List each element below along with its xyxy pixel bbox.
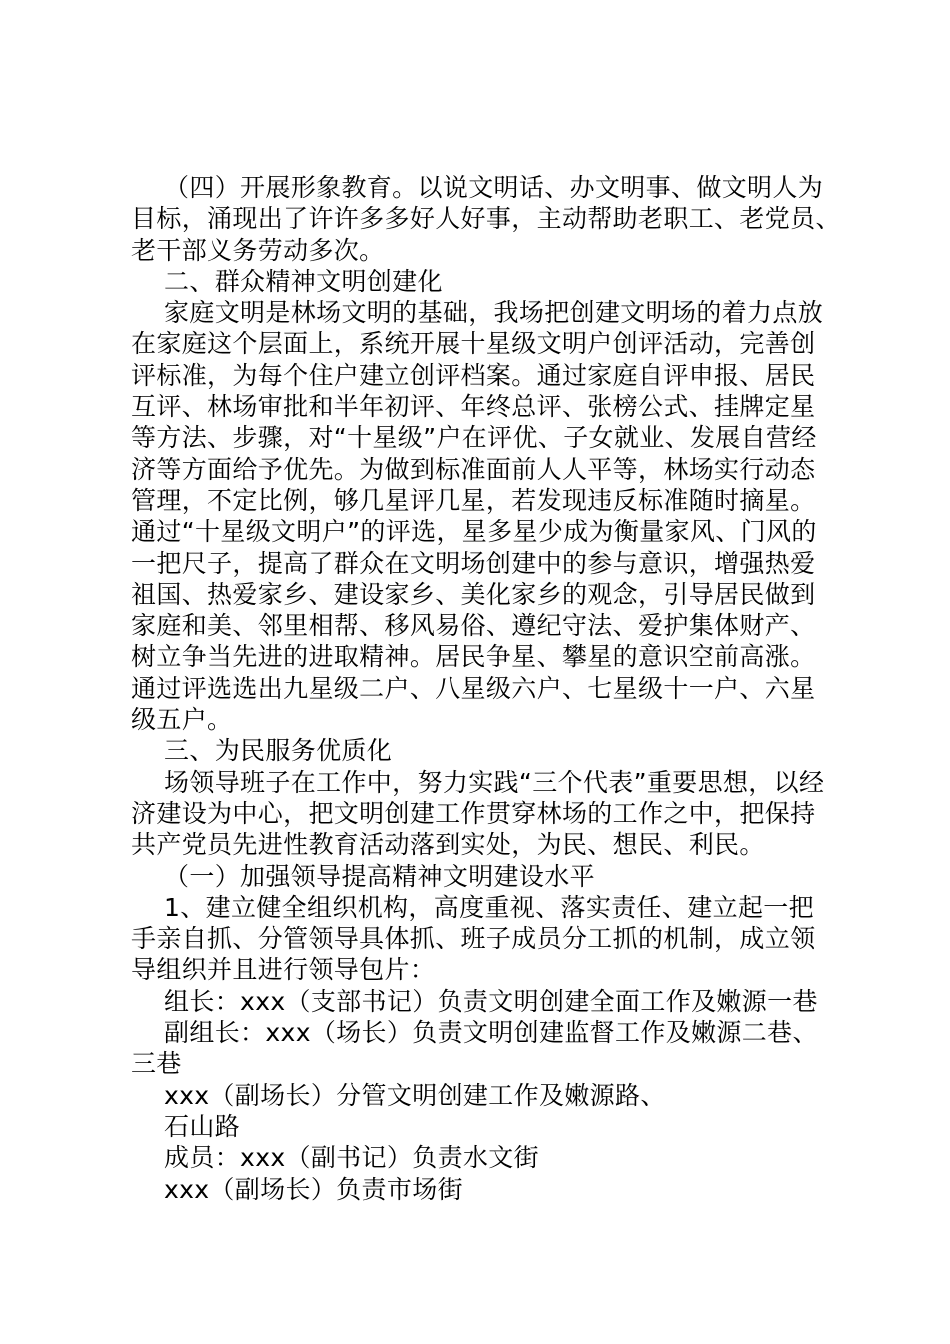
text-line: 场领导班子在工作中，努力实践“三个代表”重要思想，以经 — [164, 767, 825, 797]
text-line: 济等方面给予优先。为做到标准面前人人平等，林场实行动态 — [131, 454, 816, 484]
text-line: 一把尺子，提高了群众在文明场创建中的参与意识，增强热爱 — [131, 548, 816, 578]
text-line: 评标准，为每个住户建立创评档案。通过家庭自评申报、居民 — [131, 360, 816, 390]
text-line: （四）开展形象教育。以说文明话、办文明事、做文明人为 — [164, 173, 824, 202]
text-line: 三巷 — [131, 1049, 182, 1079]
text-line: 树立争当先进的进取精神。居民争星、攀星的意识空前高涨。 — [131, 642, 816, 672]
text-line: 祖国、热爱家乡、建设家乡、美化家乡的观念，引导居民做到 — [131, 579, 816, 609]
text-line: 通过评选选出九星级二户、八星级六户、七星级十一户、六星 — [131, 673, 816, 703]
text-line: 目标，涌现出了许许多多好人好事，主动帮助老职工、老党员、 — [131, 204, 841, 234]
text-line: 等方法、步骤，对“十星级”户在评优、子女就业、发展自营经 — [131, 423, 817, 453]
text-line: 手亲自抓、分管领导具体抓、班子成员分工抓的机制，成立领 — [131, 924, 816, 954]
text-line: 在家庭这个层面上，系统开展十星级文明户创评活动，完善创 — [131, 329, 816, 359]
text-line: 组长：xxx（支部书记）负责文明创建全面工作及嫩源一巷 — [164, 986, 818, 1016]
text-line: 共产党员先进性教育活动落到实处，为民、想民、利民。 — [131, 830, 765, 860]
text-line: 成员：xxx（副书记）负责水文街 — [164, 1143, 539, 1173]
text-line: 二、群众精神文明创建化 — [164, 266, 443, 296]
text-line: 老干部义务劳动多次。 — [131, 235, 385, 265]
text-line: 互评、林场审批和半年初评、年终总评、张榜公式、挂牌定星 — [131, 392, 816, 422]
text-line: 石山路 — [164, 1111, 241, 1141]
text-line: 家庭和美、邻里相帮、移风易俗、遵纪守法、爱护集体财产、 — [131, 611, 816, 641]
text-line: 通过“十星级文明户”的评选，星多星少成为衡量家风、门风的 — [131, 517, 817, 547]
text-line: xxx（副场长）分管文明创建工作及嫩源路、 — [164, 1080, 666, 1110]
text-line: 三、为民服务优质化 — [164, 736, 393, 766]
text-line: 副组长：xxx（场长）负责文明创建监督工作及嫩源二巷、 — [164, 1018, 818, 1048]
text-line: 1、建立健全组织机构，高度重视、落实责任、建立起一把 — [164, 892, 815, 922]
text-line: 级五户。 — [131, 705, 233, 735]
text-line: 导组织并且进行领导包片： — [131, 955, 436, 985]
document-body — [131, 172, 841, 1205]
text-line: 管理，不定比例，够几星评几星，若发现违反标准随时摘星。 — [131, 485, 816, 515]
text-line: 济建设为中心，把文明创建工作贯穿林场的工作之中，把保持 — [131, 798, 816, 828]
text-line: xxx（副场长）负责市场街 — [164, 1174, 463, 1204]
text-line: 家庭文明是林场文明的基础，我场把创建文明场的着力点放 — [164, 298, 824, 328]
text-line: （一）加强领导提高精神文明建设水平 — [164, 861, 595, 891]
